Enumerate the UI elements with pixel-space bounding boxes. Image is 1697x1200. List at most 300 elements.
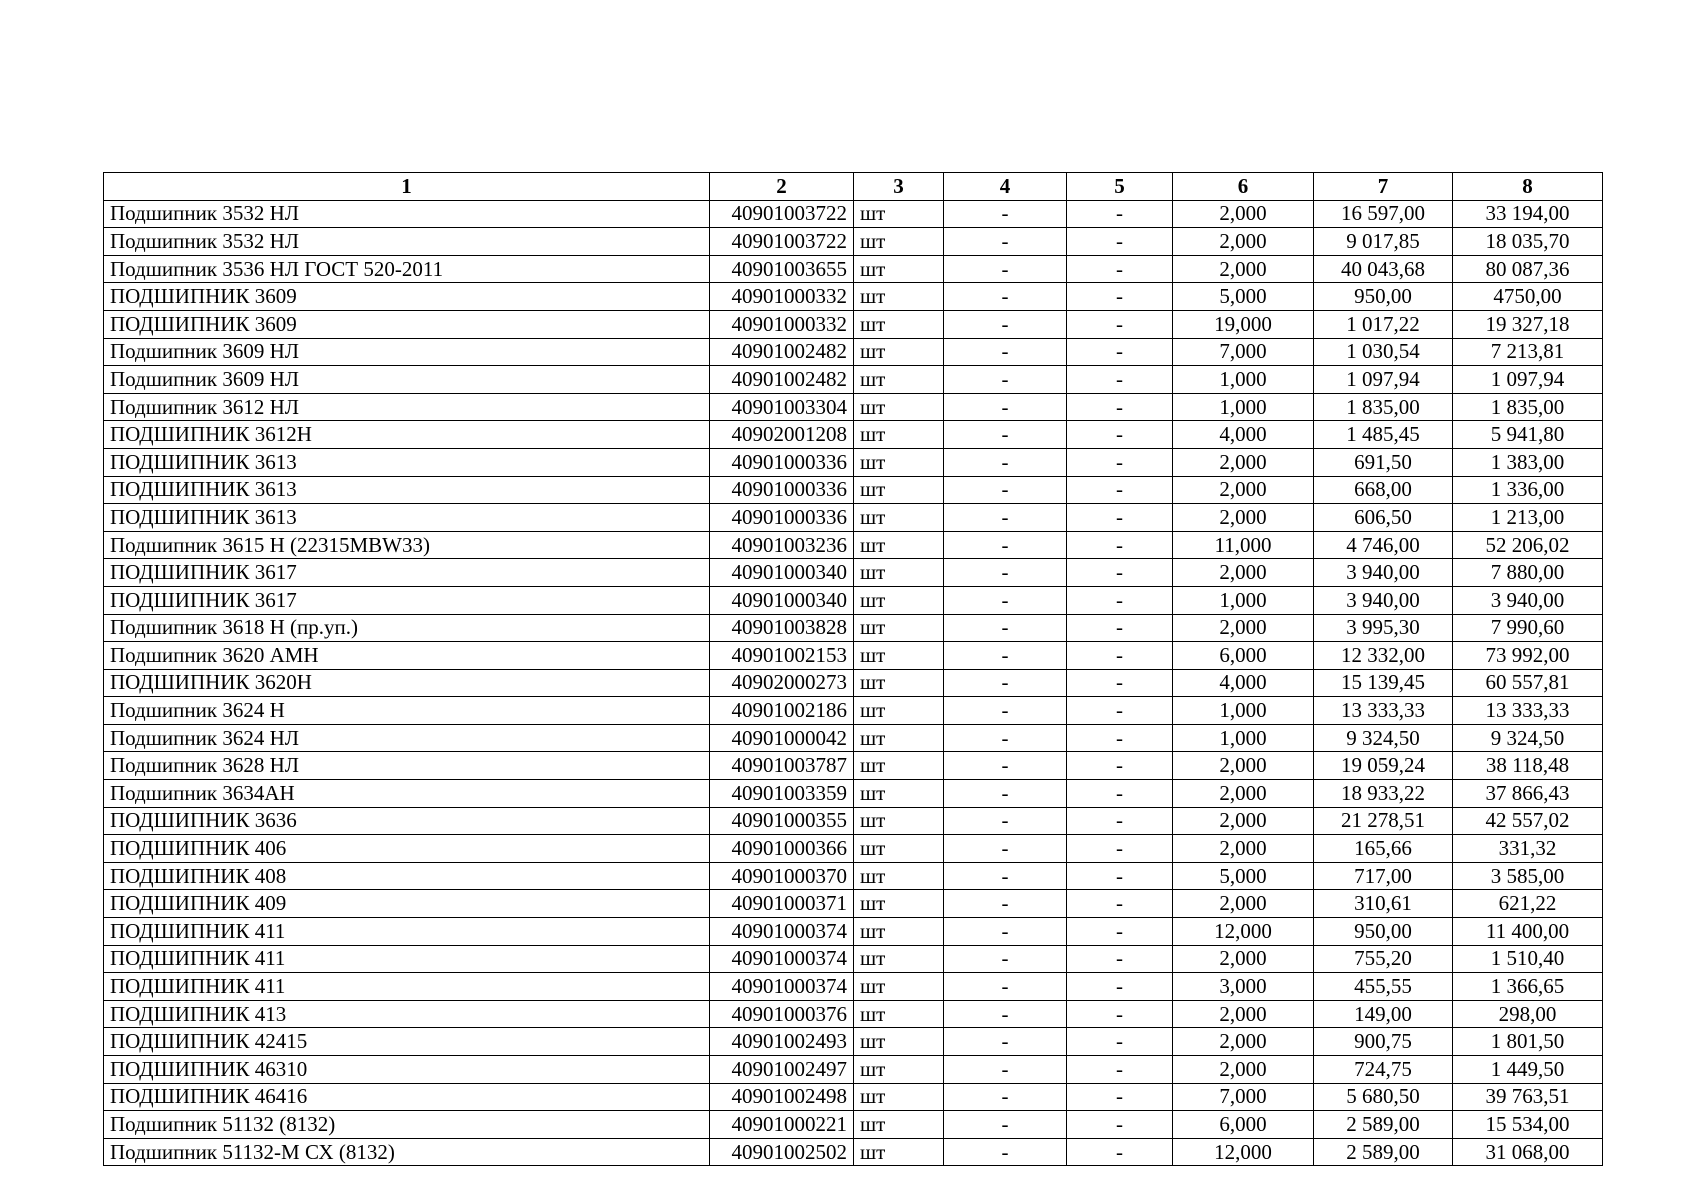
item-sum: 1 383,00 bbox=[1453, 448, 1603, 476]
item-quantity: 2,000 bbox=[1173, 752, 1314, 780]
table-row bbox=[104, 724, 1603, 752]
item-name: ПОДШИПНИК 46416 bbox=[104, 1083, 710, 1111]
item-unit: шт bbox=[854, 476, 944, 504]
item-code: 40901003236 bbox=[710, 531, 854, 559]
table-row bbox=[104, 697, 1603, 725]
table-row bbox=[104, 807, 1603, 835]
header-col-3: 3 bbox=[854, 173, 944, 201]
item-unit: шт bbox=[854, 752, 944, 780]
item-price: 1 835,00 bbox=[1314, 393, 1453, 421]
item-col-4: - bbox=[944, 945, 1067, 973]
item-price: 19 059,24 bbox=[1314, 752, 1453, 780]
item-unit: шт bbox=[854, 724, 944, 752]
item-sum: 52 206,02 bbox=[1453, 531, 1603, 559]
item-sum: 11 400,00 bbox=[1453, 918, 1603, 946]
item-code: 40901003828 bbox=[710, 614, 854, 642]
item-unit: шт bbox=[854, 918, 944, 946]
item-sum: 18 035,70 bbox=[1453, 228, 1603, 256]
item-col-4: - bbox=[944, 448, 1067, 476]
item-unit: шт bbox=[854, 366, 944, 394]
item-quantity: 12,000 bbox=[1173, 918, 1314, 946]
item-unit: шт bbox=[854, 283, 944, 311]
table-row bbox=[104, 283, 1603, 311]
item-col-4: - bbox=[944, 642, 1067, 670]
item-quantity: 11,000 bbox=[1173, 531, 1314, 559]
table-row bbox=[104, 614, 1603, 642]
item-col-4: - bbox=[944, 1000, 1067, 1028]
item-sum: 9 324,50 bbox=[1453, 724, 1603, 752]
item-unit: шт bbox=[854, 697, 944, 725]
item-code: 40901003359 bbox=[710, 780, 854, 808]
item-col-5: - bbox=[1067, 780, 1173, 808]
item-code: 40901000376 bbox=[710, 1000, 854, 1028]
item-sum: 1 336,00 bbox=[1453, 476, 1603, 504]
item-name: ПОДШИПНИК 3620Н bbox=[104, 669, 710, 697]
item-col-4: - bbox=[944, 393, 1067, 421]
item-quantity: 4,000 bbox=[1173, 669, 1314, 697]
item-name: ПОДШИПНИК 3613 bbox=[104, 504, 710, 532]
item-name: ПОДШИПНИК 408 bbox=[104, 862, 710, 890]
item-col-4: - bbox=[944, 476, 1067, 504]
item-sum: 5 941,80 bbox=[1453, 421, 1603, 449]
item-col-5: - bbox=[1067, 807, 1173, 835]
item-col-4: - bbox=[944, 1056, 1067, 1084]
item-col-5: - bbox=[1067, 890, 1173, 918]
item-col-4: - bbox=[944, 780, 1067, 808]
item-price: 950,00 bbox=[1314, 918, 1453, 946]
item-sum: 621,22 bbox=[1453, 890, 1603, 918]
item-unit: шт bbox=[854, 586, 944, 614]
item-name: Подшипник 51132-М СХ (8132) bbox=[104, 1138, 710, 1166]
item-name: ПОДШИПНИК 3612Н bbox=[104, 421, 710, 449]
item-quantity: 2,000 bbox=[1173, 1056, 1314, 1084]
item-unit: шт bbox=[854, 200, 944, 228]
table-row bbox=[104, 228, 1603, 256]
item-sum: 1 366,65 bbox=[1453, 973, 1603, 1001]
table-row bbox=[104, 393, 1603, 421]
table-row bbox=[104, 1083, 1603, 1111]
item-col-4: - bbox=[944, 669, 1067, 697]
item-price: 1 097,94 bbox=[1314, 366, 1453, 394]
item-unit: шт bbox=[854, 669, 944, 697]
item-price: 691,50 bbox=[1314, 448, 1453, 476]
item-unit: шт bbox=[854, 421, 944, 449]
table-row bbox=[104, 890, 1603, 918]
item-code: 40901000340 bbox=[710, 559, 854, 587]
table-row bbox=[104, 586, 1603, 614]
item-sum: 1 213,00 bbox=[1453, 504, 1603, 532]
item-col-4: - bbox=[944, 200, 1067, 228]
item-col-5: - bbox=[1067, 393, 1173, 421]
header-col-7: 7 bbox=[1314, 173, 1453, 201]
item-col-4: - bbox=[944, 835, 1067, 863]
item-col-4: - bbox=[944, 310, 1067, 338]
item-quantity: 5,000 bbox=[1173, 862, 1314, 890]
item-col-4: - bbox=[944, 338, 1067, 366]
item-col-4: - bbox=[944, 421, 1067, 449]
item-quantity: 2,000 bbox=[1173, 780, 1314, 808]
item-quantity: 2,000 bbox=[1173, 504, 1314, 532]
item-col-5: - bbox=[1067, 669, 1173, 697]
item-sum: 37 866,43 bbox=[1453, 780, 1603, 808]
item-sum: 15 534,00 bbox=[1453, 1111, 1603, 1139]
item-code: 40901000336 bbox=[710, 448, 854, 476]
item-unit: шт bbox=[854, 310, 944, 338]
item-name: ПОДШИПНИК 3613 bbox=[104, 476, 710, 504]
item-sum: 7 880,00 bbox=[1453, 559, 1603, 587]
item-code: 40901003787 bbox=[710, 752, 854, 780]
item-unit: шт bbox=[854, 642, 944, 670]
header-col-4: 4 bbox=[944, 173, 1067, 201]
table-row bbox=[104, 338, 1603, 366]
item-col-4: - bbox=[944, 1028, 1067, 1056]
item-unit: шт bbox=[854, 393, 944, 421]
item-sum: 38 118,48 bbox=[1453, 752, 1603, 780]
item-col-4: - bbox=[944, 724, 1067, 752]
item-name: ПОДШИПНИК 411 bbox=[104, 918, 710, 946]
item-col-4: - bbox=[944, 807, 1067, 835]
item-price: 3 940,00 bbox=[1314, 559, 1453, 587]
item-unit: шт bbox=[854, 780, 944, 808]
item-name: ПОДШИПНИК 46310 bbox=[104, 1056, 710, 1084]
item-unit: шт bbox=[854, 448, 944, 476]
item-price: 165,66 bbox=[1314, 835, 1453, 863]
item-col-5: - bbox=[1067, 255, 1173, 283]
item-col-4: - bbox=[944, 890, 1067, 918]
item-col-4: - bbox=[944, 366, 1067, 394]
item-code: 40901000336 bbox=[710, 504, 854, 532]
item-code: 40901000221 bbox=[710, 1111, 854, 1139]
item-col-4: - bbox=[944, 531, 1067, 559]
item-quantity: 4,000 bbox=[1173, 421, 1314, 449]
item-unit: шт bbox=[854, 338, 944, 366]
item-name: Подшипник 3536 НЛ ГОСТ 520-2011 bbox=[104, 255, 710, 283]
item-col-4: - bbox=[944, 1083, 1067, 1111]
table-row bbox=[104, 255, 1603, 283]
item-sum: 7 213,81 bbox=[1453, 338, 1603, 366]
item-name: Подшипник 3612 НЛ bbox=[104, 393, 710, 421]
item-price: 1 485,45 bbox=[1314, 421, 1453, 449]
item-unit: шт bbox=[854, 973, 944, 1001]
item-price: 724,75 bbox=[1314, 1056, 1453, 1084]
header-row bbox=[104, 173, 1603, 201]
item-name: Подшипник 3624 НЛ bbox=[104, 724, 710, 752]
item-unit: шт bbox=[854, 862, 944, 890]
table-row bbox=[104, 504, 1603, 532]
item-col-5: - bbox=[1067, 862, 1173, 890]
item-name: ПОДШИПНИК 3609 bbox=[104, 283, 710, 311]
item-col-5: - bbox=[1067, 448, 1173, 476]
table-row bbox=[104, 780, 1603, 808]
item-unit: шт bbox=[854, 559, 944, 587]
item-col-5: - bbox=[1067, 642, 1173, 670]
item-sum: 7 990,60 bbox=[1453, 614, 1603, 642]
item-name: ПОДШИПНИК 3636 bbox=[104, 807, 710, 835]
item-code: 40901000374 bbox=[710, 945, 854, 973]
item-unit: шт bbox=[854, 1000, 944, 1028]
item-col-5: - bbox=[1067, 1000, 1173, 1028]
item-code: 40901000355 bbox=[710, 807, 854, 835]
item-unit: шт bbox=[854, 228, 944, 256]
item-col-5: - bbox=[1067, 945, 1173, 973]
item-price: 668,00 bbox=[1314, 476, 1453, 504]
item-code: 40902000273 bbox=[710, 669, 854, 697]
table-body bbox=[104, 200, 1603, 1166]
item-col-4: - bbox=[944, 697, 1067, 725]
item-code: 40901000374 bbox=[710, 973, 854, 1001]
item-price: 1 017,22 bbox=[1314, 310, 1453, 338]
item-code: 40901002497 bbox=[710, 1056, 854, 1084]
item-quantity: 2,000 bbox=[1173, 476, 1314, 504]
item-quantity: 2,000 bbox=[1173, 448, 1314, 476]
item-price: 2 589,00 bbox=[1314, 1111, 1453, 1139]
item-col-5: - bbox=[1067, 973, 1173, 1001]
table-row bbox=[104, 642, 1603, 670]
table-row bbox=[104, 1000, 1603, 1028]
item-col-4: - bbox=[944, 918, 1067, 946]
header-col-2: 2 bbox=[710, 173, 854, 201]
item-price: 12 332,00 bbox=[1314, 642, 1453, 670]
item-col-5: - bbox=[1067, 1028, 1173, 1056]
item-sum: 4750,00 bbox=[1453, 283, 1603, 311]
item-price: 18 933,22 bbox=[1314, 780, 1453, 808]
item-code: 40901000042 bbox=[710, 724, 854, 752]
item-col-5: - bbox=[1067, 724, 1173, 752]
item-col-4: - bbox=[944, 559, 1067, 587]
item-name: Подшипник 3532 НЛ bbox=[104, 200, 710, 228]
item-code: 40901000332 bbox=[710, 283, 854, 311]
item-name: ПОДШИПНИК 409 bbox=[104, 890, 710, 918]
item-col-5: - bbox=[1067, 1138, 1173, 1166]
item-quantity: 1,000 bbox=[1173, 393, 1314, 421]
item-col-5: - bbox=[1067, 918, 1173, 946]
table-row bbox=[104, 1138, 1603, 1166]
item-name: ПОДШИПНИК 3613 bbox=[104, 448, 710, 476]
item-unit: шт bbox=[854, 1138, 944, 1166]
item-name: Подшипник 3609 НЛ bbox=[104, 366, 710, 394]
item-code: 40901000336 bbox=[710, 476, 854, 504]
item-sum: 33 194,00 bbox=[1453, 200, 1603, 228]
table-row bbox=[104, 200, 1603, 228]
item-price: 149,00 bbox=[1314, 1000, 1453, 1028]
item-code: 40901000370 bbox=[710, 862, 854, 890]
item-sum: 42 557,02 bbox=[1453, 807, 1603, 835]
item-code: 40901000374 bbox=[710, 918, 854, 946]
item-sum: 1 449,50 bbox=[1453, 1056, 1603, 1084]
table-row bbox=[104, 973, 1603, 1001]
item-quantity: 1,000 bbox=[1173, 366, 1314, 394]
item-price: 606,50 bbox=[1314, 504, 1453, 532]
item-quantity: 3,000 bbox=[1173, 973, 1314, 1001]
item-price: 5 680,50 bbox=[1314, 1083, 1453, 1111]
item-price: 755,20 bbox=[1314, 945, 1453, 973]
item-sum: 331,32 bbox=[1453, 835, 1603, 863]
item-sum: 13 333,33 bbox=[1453, 697, 1603, 725]
item-quantity: 2,000 bbox=[1173, 559, 1314, 587]
item-name: Подшипник 3615 Н (22315MBW33) bbox=[104, 531, 710, 559]
item-price: 13 333,33 bbox=[1314, 697, 1453, 725]
item-quantity: 1,000 bbox=[1173, 724, 1314, 752]
item-name: ПОДШИПНИК 3617 bbox=[104, 559, 710, 587]
item-name: Подшипник 3628 НЛ bbox=[104, 752, 710, 780]
item-code: 40901000340 bbox=[710, 586, 854, 614]
item-name: ПОДШИПНИК 411 bbox=[104, 973, 710, 1001]
item-code: 40901002498 bbox=[710, 1083, 854, 1111]
item-code: 40901003722 bbox=[710, 228, 854, 256]
header-col-5: 5 bbox=[1067, 173, 1173, 201]
item-unit: шт bbox=[854, 531, 944, 559]
item-price: 3 940,00 bbox=[1314, 586, 1453, 614]
item-unit: шт bbox=[854, 504, 944, 532]
item-unit: шт bbox=[854, 255, 944, 283]
table-row bbox=[104, 559, 1603, 587]
table-row bbox=[104, 310, 1603, 338]
table-row bbox=[104, 669, 1603, 697]
item-sum: 19 327,18 bbox=[1453, 310, 1603, 338]
item-quantity: 1,000 bbox=[1173, 697, 1314, 725]
item-col-5: - bbox=[1067, 200, 1173, 228]
item-col-5: - bbox=[1067, 559, 1173, 587]
item-code: 40901002493 bbox=[710, 1028, 854, 1056]
item-quantity: 2,000 bbox=[1173, 255, 1314, 283]
item-unit: шт bbox=[854, 807, 944, 835]
item-col-5: - bbox=[1067, 476, 1173, 504]
item-quantity: 19,000 bbox=[1173, 310, 1314, 338]
table-row bbox=[104, 366, 1603, 394]
item-sum: 1 510,40 bbox=[1453, 945, 1603, 973]
table-row bbox=[104, 1111, 1603, 1139]
item-quantity: 2,000 bbox=[1173, 945, 1314, 973]
item-col-5: - bbox=[1067, 697, 1173, 725]
item-price: 950,00 bbox=[1314, 283, 1453, 311]
table-row bbox=[104, 918, 1603, 946]
item-code: 40901000371 bbox=[710, 890, 854, 918]
item-col-4: - bbox=[944, 255, 1067, 283]
item-sum: 3 940,00 bbox=[1453, 586, 1603, 614]
item-name: ПОДШИПНИК 411 bbox=[104, 945, 710, 973]
item-price: 455,55 bbox=[1314, 973, 1453, 1001]
item-col-4: - bbox=[944, 1138, 1067, 1166]
item-quantity: 5,000 bbox=[1173, 283, 1314, 311]
item-price: 40 043,68 bbox=[1314, 255, 1453, 283]
item-unit: шт bbox=[854, 945, 944, 973]
item-col-5: - bbox=[1067, 283, 1173, 311]
bearings-table bbox=[103, 172, 1603, 1166]
item-quantity: 2,000 bbox=[1173, 835, 1314, 863]
item-name: Подшипник 3620 АМН bbox=[104, 642, 710, 670]
item-code: 40901003304 bbox=[710, 393, 854, 421]
item-col-4: - bbox=[944, 614, 1067, 642]
item-col-5: - bbox=[1067, 228, 1173, 256]
item-quantity: 2,000 bbox=[1173, 200, 1314, 228]
item-col-5: - bbox=[1067, 338, 1173, 366]
item-col-4: - bbox=[944, 1111, 1067, 1139]
item-col-5: - bbox=[1067, 504, 1173, 532]
item-price: 310,61 bbox=[1314, 890, 1453, 918]
item-unit: шт bbox=[854, 890, 944, 918]
table-row bbox=[104, 476, 1603, 504]
item-quantity: 2,000 bbox=[1173, 1028, 1314, 1056]
item-quantity: 6,000 bbox=[1173, 1111, 1314, 1139]
item-code: 40901003655 bbox=[710, 255, 854, 283]
item-price: 4 746,00 bbox=[1314, 531, 1453, 559]
item-col-4: - bbox=[944, 228, 1067, 256]
item-name: Подшипник 3624 Н bbox=[104, 697, 710, 725]
table-row bbox=[104, 862, 1603, 890]
item-price: 717,00 bbox=[1314, 862, 1453, 890]
item-name: ПОДШИПНИК 413 bbox=[104, 1000, 710, 1028]
item-col-5: - bbox=[1067, 421, 1173, 449]
item-col-4: - bbox=[944, 586, 1067, 614]
item-quantity: 6,000 bbox=[1173, 642, 1314, 670]
item-name: Подшипник 3532 НЛ bbox=[104, 228, 710, 256]
item-unit: шт bbox=[854, 835, 944, 863]
table-row bbox=[104, 752, 1603, 780]
item-col-5: - bbox=[1067, 531, 1173, 559]
item-col-5: - bbox=[1067, 1083, 1173, 1111]
item-col-5: - bbox=[1067, 614, 1173, 642]
item-quantity: 2,000 bbox=[1173, 1000, 1314, 1028]
item-sum: 1 835,00 bbox=[1453, 393, 1603, 421]
item-sum: 1 097,94 bbox=[1453, 366, 1603, 394]
item-col-5: - bbox=[1067, 1056, 1173, 1084]
item-name: ПОДШИПНИК 3617 bbox=[104, 586, 710, 614]
item-quantity: 7,000 bbox=[1173, 338, 1314, 366]
item-unit: шт bbox=[854, 614, 944, 642]
item-col-4: - bbox=[944, 752, 1067, 780]
item-quantity: 12,000 bbox=[1173, 1138, 1314, 1166]
header-col-6: 6 bbox=[1173, 173, 1314, 201]
item-col-5: - bbox=[1067, 586, 1173, 614]
item-price: 9 017,85 bbox=[1314, 228, 1453, 256]
item-price: 16 597,00 bbox=[1314, 200, 1453, 228]
item-sum: 73 992,00 bbox=[1453, 642, 1603, 670]
table-row bbox=[104, 531, 1603, 559]
item-sum: 1 801,50 bbox=[1453, 1028, 1603, 1056]
item-name: Подшипник 3609 НЛ bbox=[104, 338, 710, 366]
item-name: Подшипник 3634АН bbox=[104, 780, 710, 808]
item-code: 40901002153 bbox=[710, 642, 854, 670]
item-name: ПОДШИПНИК 3609 bbox=[104, 310, 710, 338]
item-price: 15 139,45 bbox=[1314, 669, 1453, 697]
item-name: ПОДШИПНИК 42415 bbox=[104, 1028, 710, 1056]
item-name: ПОДШИПНИК 406 bbox=[104, 835, 710, 863]
item-code: 40901002482 bbox=[710, 366, 854, 394]
item-sum: 31 068,00 bbox=[1453, 1138, 1603, 1166]
item-unit: шт bbox=[854, 1028, 944, 1056]
table-row bbox=[104, 835, 1603, 863]
item-name: Подшипник 51132 (8132) bbox=[104, 1111, 710, 1139]
item-col-5: - bbox=[1067, 752, 1173, 780]
item-unit: шт bbox=[854, 1083, 944, 1111]
table-row bbox=[104, 448, 1603, 476]
table-row bbox=[104, 421, 1603, 449]
item-unit: шт bbox=[854, 1111, 944, 1139]
item-sum: 298,00 bbox=[1453, 1000, 1603, 1028]
item-quantity: 2,000 bbox=[1173, 614, 1314, 642]
item-col-5: - bbox=[1067, 366, 1173, 394]
item-col-5: - bbox=[1067, 1111, 1173, 1139]
item-sum: 3 585,00 bbox=[1453, 862, 1603, 890]
item-price: 1 030,54 bbox=[1314, 338, 1453, 366]
item-code: 40902001208 bbox=[710, 421, 854, 449]
item-code: 40901002482 bbox=[710, 338, 854, 366]
item-col-5: - bbox=[1067, 835, 1173, 863]
item-sum: 80 087,36 bbox=[1453, 255, 1603, 283]
table-row bbox=[104, 1028, 1603, 1056]
item-quantity: 2,000 bbox=[1173, 807, 1314, 835]
table-header bbox=[104, 173, 1603, 201]
